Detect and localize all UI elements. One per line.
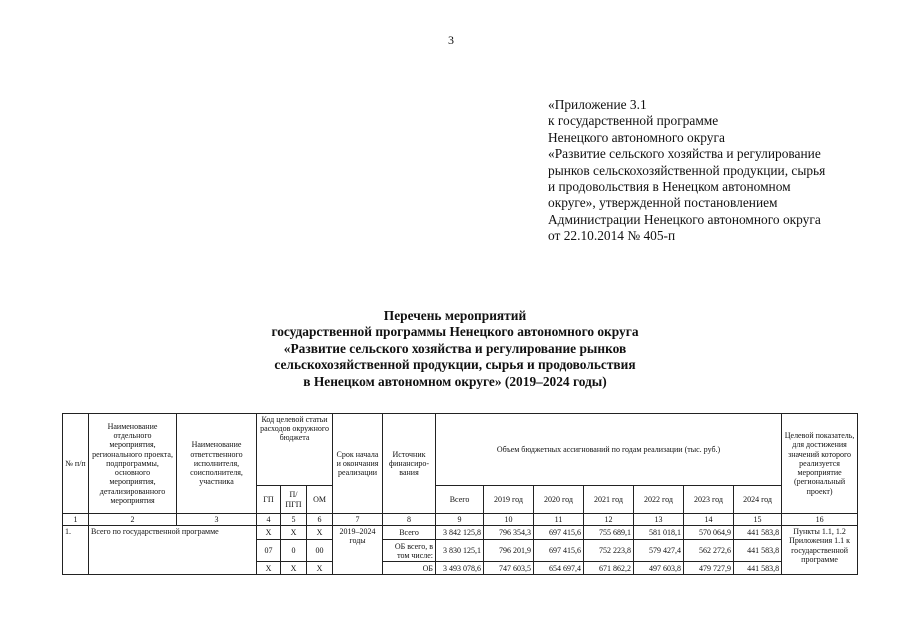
column-number-row: [63, 514, 858, 526]
cell-source: ОБ всего, в том числе:: [383, 540, 436, 562]
header-indicator: Целевой показатель, для достижения значений которого реализуется мероприятие (региональный проект): [782, 414, 858, 514]
header-responsible: Наименование ответственного исполнителя, соисполнителя, участника: [177, 414, 257, 514]
cell-gp: 07: [257, 540, 281, 562]
cell-2022: 581 018,1: [634, 526, 684, 540]
col-number: 11: [534, 514, 584, 526]
cell-2020: 697 415,6: [534, 526, 584, 540]
header-2022: 2022 год: [634, 486, 684, 514]
cell-2024: 441 583,8: [734, 540, 782, 562]
row-period: 2019–2024 годы: [333, 526, 383, 575]
col-number: 14: [684, 514, 734, 526]
cell-om: 00: [307, 540, 333, 562]
col-number: 6: [307, 514, 333, 526]
header-row: [63, 414, 858, 486]
cell-pgp: Х: [281, 526, 307, 540]
col-number: 13: [634, 514, 684, 526]
header-code: Код целевой статьи расходов окружного бюджета: [257, 414, 333, 486]
header-period: Срок начала и окончания реализации: [333, 414, 383, 514]
appendix-line: округе», утвержденной постановлением: [548, 195, 778, 211]
cell-2023: 570 064,9: [684, 526, 734, 540]
appendix-line: и продовольствия в Ненецком автономном: [548, 179, 791, 195]
cell-2019: 747 603,5: [484, 562, 534, 575]
header-num: № п/п: [63, 414, 89, 514]
cell-pgp: 0: [281, 540, 307, 562]
table-row: [63, 526, 858, 540]
appendix-line: к государственной программе: [548, 113, 719, 129]
cell-2019: 796 201,9: [484, 540, 534, 562]
col-number: 3: [177, 514, 257, 526]
cell-gp: Х: [257, 526, 281, 540]
cell-2022: 579 427,4: [634, 540, 684, 562]
col-number: 7: [333, 514, 383, 526]
header-om: ОМ: [307, 486, 333, 514]
header-2023: 2023 год: [684, 486, 734, 514]
header-total: Всего: [436, 486, 484, 514]
appendix-note: [548, 97, 868, 245]
title-line: государственной программы Ненецкого автономного округа: [271, 324, 639, 340]
col-number: 8: [383, 514, 436, 526]
cell-2023: 479 727,9: [684, 562, 734, 575]
header-gp: ГП: [257, 486, 281, 514]
cell-2021: 671 862,2: [584, 562, 634, 575]
appendix-line: «Приложение 3.1: [548, 97, 647, 112]
cell-om: Х: [307, 562, 333, 575]
title-line: в Ненецком автономном округе» (2019–2024 годы): [303, 373, 607, 389]
cell-2020: 654 697,4: [534, 562, 584, 575]
col-number: 10: [484, 514, 534, 526]
header-volume: Объем бюджетных ассигнований по годам реализации (тыс. руб.): [436, 414, 782, 486]
col-number: 4: [257, 514, 281, 526]
cell-2021: 752 223,8: [584, 540, 634, 562]
header-2020: 2020 год: [534, 486, 584, 514]
title-line: «Развитие сельского хозяйства и регулирование рынков: [283, 340, 627, 356]
header-2024: 2024 год: [734, 486, 782, 514]
col-number: 12: [584, 514, 634, 526]
appendix-line: Ненецкого автономного округа: [548, 129, 725, 145]
cell-gp: Х: [257, 562, 281, 575]
row-indicator: Пункты 1.1, 1.2 Приложения 1.1 к государственной программе: [782, 526, 858, 575]
header-source: Источник финансиро-вания: [383, 414, 436, 514]
col-number: 1: [63, 514, 89, 526]
cell-2023: 562 272,6: [684, 540, 734, 562]
col-number: 16: [782, 514, 858, 526]
cell-source: Всего: [383, 526, 436, 540]
row-name: Всего по государственной программе: [89, 526, 257, 575]
document-title: [150, 308, 760, 390]
col-number: 2: [89, 514, 177, 526]
header-name: Наименование отдельного мероприятия, регионального проекта, подпрограммы, основного мероприятия, детализированного мероприятия: [89, 414, 177, 514]
cell-om: Х: [307, 526, 333, 540]
appendix-line: от 22.10.2014 № 405-п: [548, 228, 676, 244]
cell-total: 3 830 125,1: [436, 540, 484, 562]
header-2019: 2019 год: [484, 486, 534, 514]
cell-2019: 796 354,3: [484, 526, 534, 540]
title-line: Перечень мероприятий: [383, 308, 527, 323]
cell-2022: 497 603,8: [634, 562, 684, 575]
col-number: 15: [734, 514, 782, 526]
cell-pgp: Х: [281, 562, 307, 575]
activities-table: [62, 413, 858, 575]
col-number: 9: [436, 514, 484, 526]
title-line: сельскохозяйственной продукции, сырья и продовольствия: [274, 357, 636, 373]
cell-total: 3 842 125,8: [436, 526, 484, 540]
cell-2020: 697 415,6: [534, 540, 584, 562]
header-2021: 2021 год: [584, 486, 634, 514]
cell-source: ОБ: [383, 562, 436, 575]
page-number: 3: [448, 33, 454, 47]
cell-total: 3 493 078,6: [436, 562, 484, 575]
appendix-line: рынков сельскохозяйственной продукции, сырья: [548, 162, 826, 178]
appendix-line: «Развитие сельского хозяйства и регулирование: [548, 146, 821, 162]
header-pgp: П/ПГП: [281, 486, 307, 514]
col-number: 5: [281, 514, 307, 526]
appendix-line: Администрации Ненецкого автономного округа: [548, 211, 821, 227]
cell-2024: 441 583,8: [734, 562, 782, 575]
row-num: 1.: [63, 526, 89, 575]
cell-2021: 755 689,1: [584, 526, 634, 540]
cell-2024: 441 583,8: [734, 526, 782, 540]
